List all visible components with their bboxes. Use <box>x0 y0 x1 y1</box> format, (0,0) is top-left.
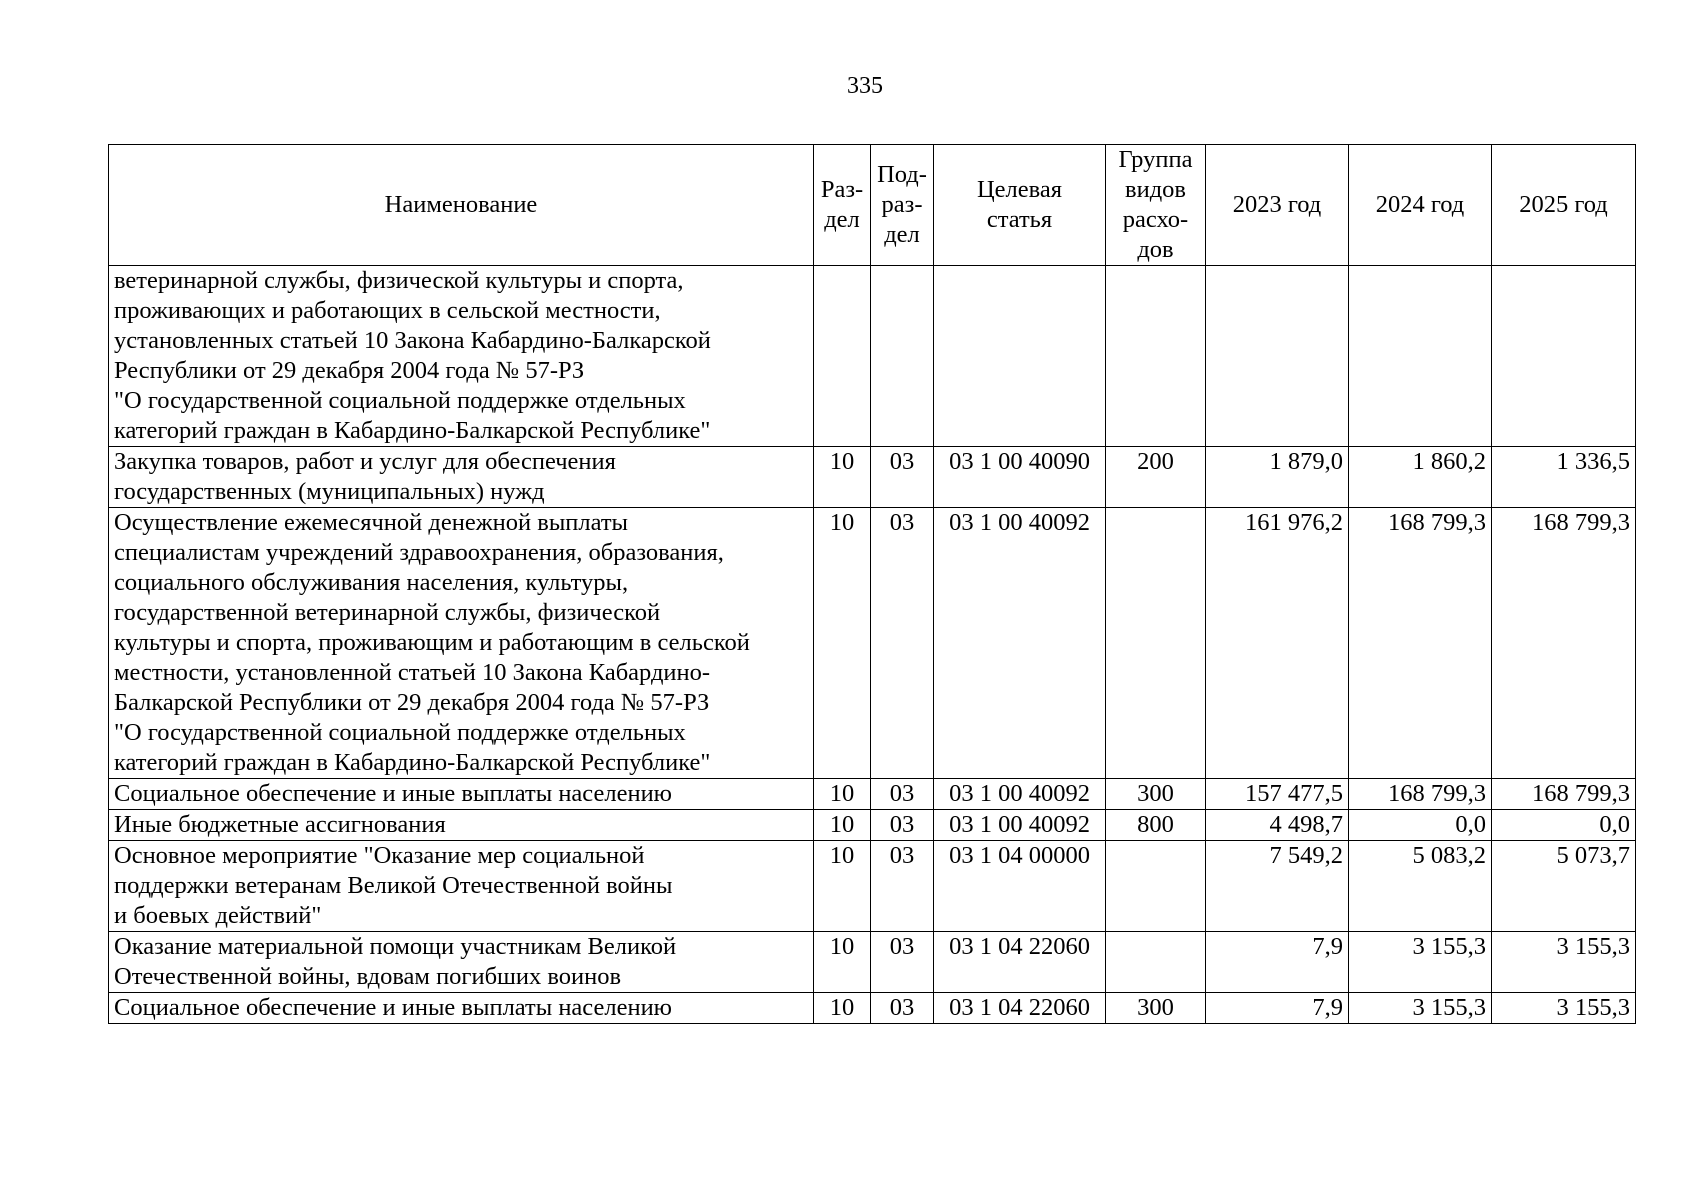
row-section: 10 <box>814 779 871 810</box>
table-row <box>109 810 1636 841</box>
row-expense-group <box>1106 932 1206 993</box>
row-section: 10 <box>814 447 871 508</box>
row-target-article: 03 1 00 40092 <box>934 779 1106 810</box>
row-value-2023: 161 976,2 <box>1206 508 1349 779</box>
row-section: 10 <box>814 841 871 932</box>
header-subsection: Под- раз- дел <box>871 145 934 266</box>
row-subsection: 03 <box>871 810 934 841</box>
row-expense-group: 300 <box>1106 779 1206 810</box>
header-year-2025: 2025 год <box>1492 145 1636 266</box>
header-year-2024: 2024 год <box>1349 145 1492 266</box>
row-value-2025: 168 799,3 <box>1492 508 1636 779</box>
row-name: Оказание материальной помощи участникам Великой Отечественной войны, вдовам погибших воинов <box>109 932 814 993</box>
row-value-2023: 4 498,7 <box>1206 810 1349 841</box>
row-name: Закупка товаров, работ и услуг для обеспечения государственных (муниципальных) нужд <box>109 447 814 508</box>
row-subsection: 03 <box>871 932 934 993</box>
row-name: ветеринарной службы, физической культуры и спорта, проживающих и работающих в сельской местности, установленных статьей 10 Закона Кабардино-Балкарской Республики от 29 декабря 2004 года № 57-РЗ "О государственной социальной поддержке отдельных категорий граждан в Кабардино-Балкарской Республике" <box>109 266 814 447</box>
row-value-2024 <box>1349 266 1492 447</box>
row-section: 10 <box>814 810 871 841</box>
row-section: 10 <box>814 993 871 1024</box>
row-value-2023: 1 879,0 <box>1206 447 1349 508</box>
header-section: Раз- дел <box>814 145 871 266</box>
row-section: 10 <box>814 508 871 779</box>
row-subsection: 03 <box>871 447 934 508</box>
table-row <box>109 447 1636 508</box>
row-value-2025: 168 799,3 <box>1492 779 1636 810</box>
row-value-2025: 3 155,3 <box>1492 993 1636 1024</box>
header-target-article: Целевая статья <box>934 145 1106 266</box>
row-target-article: 03 1 04 22060 <box>934 993 1106 1024</box>
table-body <box>109 266 1636 1024</box>
row-target-article: 03 1 00 40092 <box>934 810 1106 841</box>
row-value-2025 <box>1492 266 1636 447</box>
row-subsection <box>871 266 934 447</box>
row-value-2023 <box>1206 266 1349 447</box>
row-value-2024: 0,0 <box>1349 810 1492 841</box>
row-value-2023: 7,9 <box>1206 932 1349 993</box>
row-value-2023: 7 549,2 <box>1206 841 1349 932</box>
header-expense-group: Группа видов расхо- дов <box>1106 145 1206 266</box>
row-expense-group: 800 <box>1106 810 1206 841</box>
header-name: Наименование <box>109 145 814 266</box>
row-value-2025: 0,0 <box>1492 810 1636 841</box>
page-number: 335 <box>847 73 883 99</box>
row-expense-group <box>1106 266 1206 447</box>
row-target-article: 03 1 04 00000 <box>934 841 1106 932</box>
row-subsection: 03 <box>871 508 934 779</box>
row-target-article: 03 1 00 40092 <box>934 508 1106 779</box>
row-value-2024: 168 799,3 <box>1349 508 1492 779</box>
table-row <box>109 932 1636 993</box>
row-subsection: 03 <box>871 779 934 810</box>
row-name: Осуществление ежемесячной денежной выплаты специалистам учреждений здравоохранения, образования, социального обслуживания населения, культуры, государственной ветеринарной службы, физической культуры и спорта, проживающим и работающим в сельской местности, установленной статьей 10 Закона Кабардино- Балкарской Республики от 29 декабря 2004 года № 57-РЗ "О государственной социальной поддержке отдельных категорий граждан в Кабардино-Балкарской Республике" <box>109 508 814 779</box>
table-row <box>109 993 1636 1024</box>
row-value-2023: 7,9 <box>1206 993 1349 1024</box>
row-name: Социальное обеспечение и иные выплаты населению <box>109 779 814 810</box>
header-row <box>109 145 1636 266</box>
row-value-2024: 3 155,3 <box>1349 932 1492 993</box>
row-subsection: 03 <box>871 993 934 1024</box>
row-target-article: 03 1 04 22060 <box>934 932 1106 993</box>
row-expense-group: 300 <box>1106 993 1206 1024</box>
row-value-2025: 3 155,3 <box>1492 932 1636 993</box>
row-target-article <box>934 266 1106 447</box>
row-value-2025: 1 336,5 <box>1492 447 1636 508</box>
row-value-2023: 157 477,5 <box>1206 779 1349 810</box>
row-value-2024: 168 799,3 <box>1349 779 1492 810</box>
row-name: Иные бюджетные ассигнования <box>109 810 814 841</box>
row-value-2025: 5 073,7 <box>1492 841 1636 932</box>
table-row <box>109 841 1636 932</box>
row-expense-group: 200 <box>1106 447 1206 508</box>
row-name: Социальное обеспечение и иные выплаты населению <box>109 993 814 1024</box>
row-name: Основное мероприятие "Оказание мер социальной поддержки ветеранам Великой Отечественной войны и боевых действий" <box>109 841 814 932</box>
budget-table <box>108 144 1636 1024</box>
header-year-2023: 2023 год <box>1206 145 1349 266</box>
row-expense-group <box>1106 508 1206 779</box>
row-expense-group <box>1106 841 1206 932</box>
table-row <box>109 266 1636 447</box>
row-subsection: 03 <box>871 841 934 932</box>
row-section <box>814 266 871 447</box>
table-header <box>109 145 1636 266</box>
table-row <box>109 508 1636 779</box>
row-value-2024: 5 083,2 <box>1349 841 1492 932</box>
table-row <box>109 779 1636 810</box>
row-value-2024: 1 860,2 <box>1349 447 1492 508</box>
row-section: 10 <box>814 932 871 993</box>
row-target-article: 03 1 00 40090 <box>934 447 1106 508</box>
row-value-2024: 3 155,3 <box>1349 993 1492 1024</box>
